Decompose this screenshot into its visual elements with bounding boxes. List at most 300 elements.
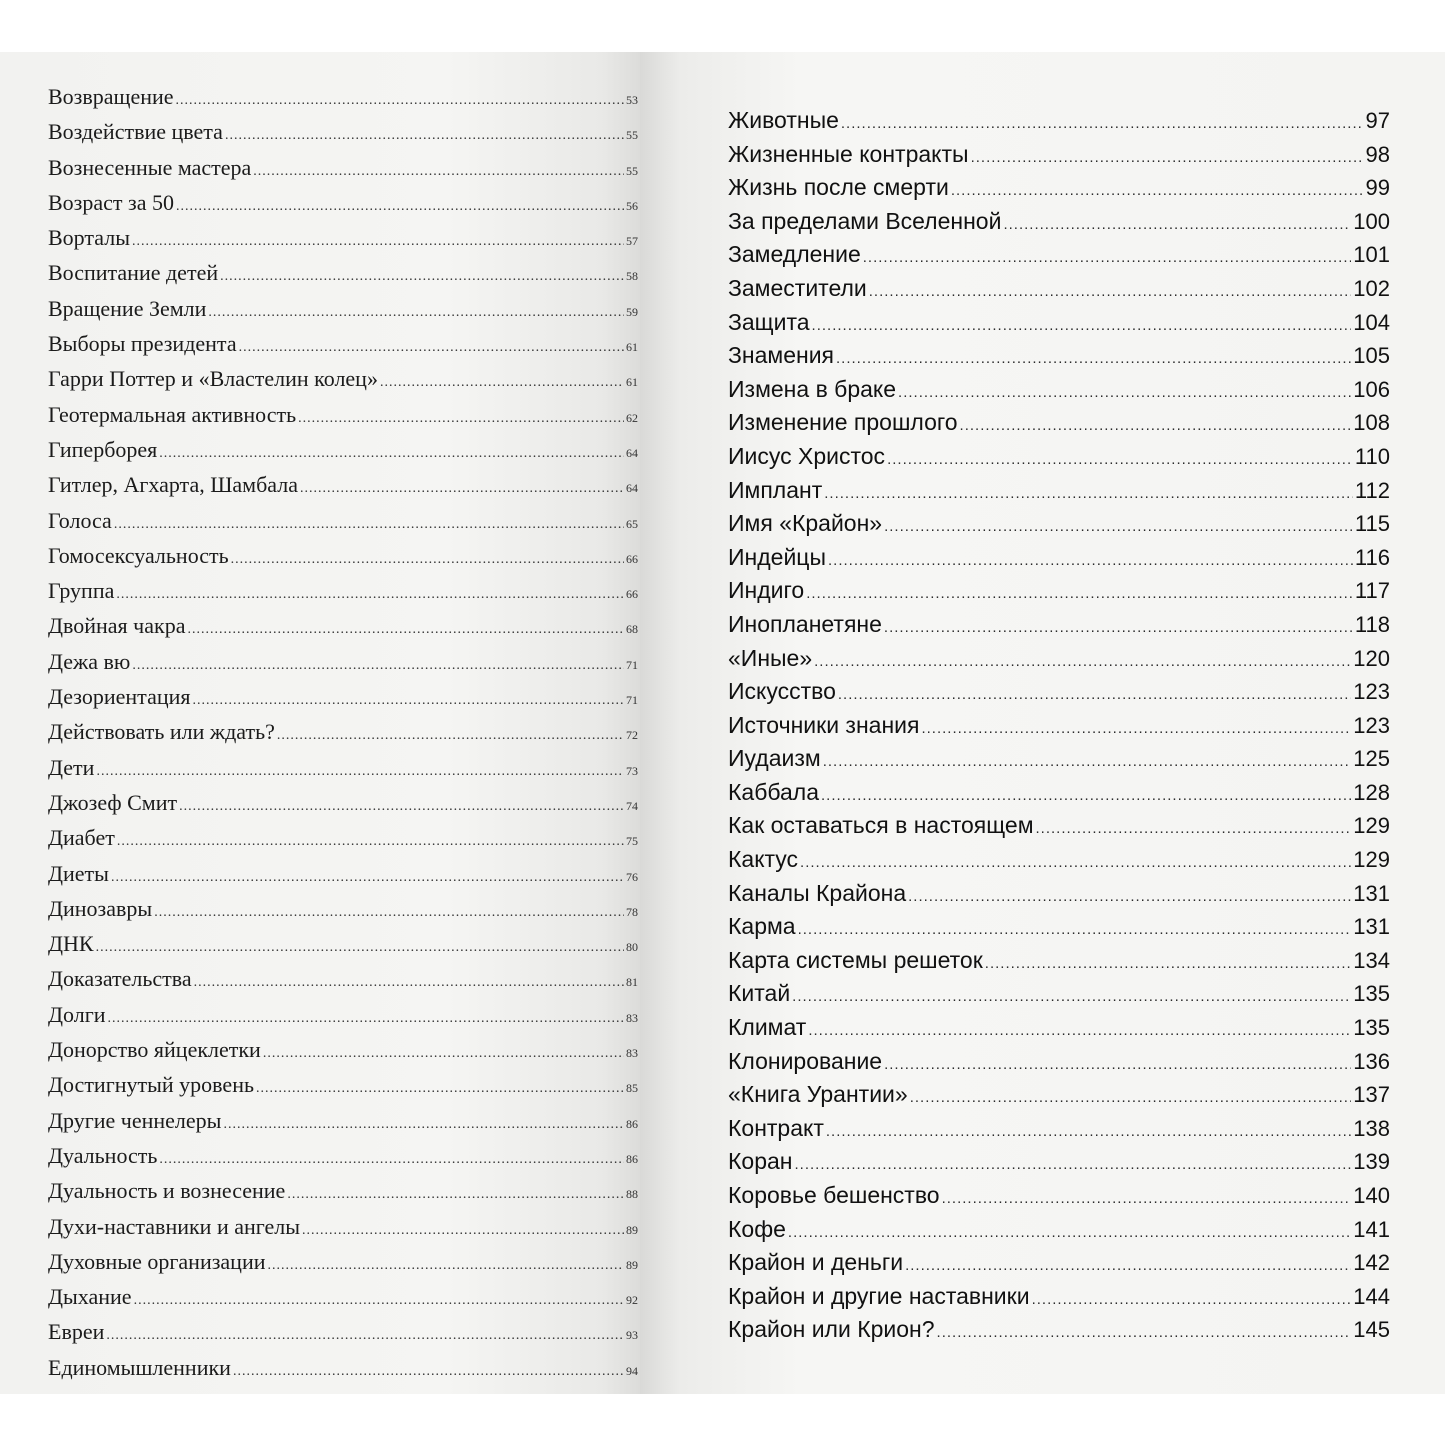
- toc-entry-title: Возвращение: [48, 84, 174, 109]
- toc-entry: [728, 406, 1390, 440]
- toc-entry-title: Изменение прошлого: [728, 409, 958, 436]
- toc-leader-dots: [114, 503, 624, 542]
- toc-entry: [728, 205, 1390, 239]
- toc-entry-title: Гиперборея: [48, 436, 158, 462]
- toc-leader-dots: [808, 1011, 1351, 1048]
- toc-entry-title: Индиго: [728, 577, 805, 604]
- toc-entry-page: 144: [1353, 1283, 1390, 1309]
- toc-entry: [48, 926, 638, 961]
- toc-entry: [728, 238, 1390, 272]
- toc-list-right: [728, 104, 1390, 1347]
- toc-entry-title: За пределами Вселенной: [728, 207, 1002, 234]
- toc-entry: [48, 891, 638, 926]
- toc-entry-page: 66: [626, 551, 638, 566]
- toc-entry-title: Каббала: [728, 778, 820, 805]
- toc-entry-page: 140: [1353, 1183, 1390, 1208]
- toc-entry: [728, 1246, 1390, 1280]
- toc-leader-dots: [187, 608, 624, 647]
- toc-entry-page: 104: [1353, 309, 1390, 335]
- toc-leader-dots: [239, 326, 624, 365]
- toc-entry-title: Группа: [48, 578, 115, 604]
- toc-entry: [728, 1011, 1390, 1045]
- toc-entry: [48, 997, 638, 1032]
- toc-entry: [728, 272, 1390, 306]
- toc-entry: [728, 306, 1390, 340]
- toc-entry-title: Другие ченнелеры: [48, 1107, 222, 1133]
- toc-entry: [48, 608, 638, 643]
- toc-leader-dots: [253, 150, 624, 189]
- toc-leader-dots: [884, 608, 1353, 645]
- toc-entry-title: Кактус: [728, 846, 799, 873]
- toc-entry-page: 134: [1353, 947, 1390, 973]
- toc-entry-title: Дезориентация: [48, 684, 191, 710]
- toc-entry-page: 66: [626, 587, 638, 602]
- toc-leader-dots: [380, 361, 624, 400]
- toc-entry-title: Действовать или ждать?: [48, 719, 275, 745]
- toc-entry-page: 115: [1354, 511, 1390, 537]
- toc-leader-dots: [788, 1213, 1351, 1250]
- toc-entry-title: «Иные»: [728, 644, 813, 671]
- toc-entry-page: 53: [626, 93, 638, 107]
- toc-entry: [728, 843, 1390, 877]
- toc-entry-page: 131: [1353, 880, 1390, 906]
- toc-entry: [728, 574, 1390, 608]
- toc-entry-page: 129: [1353, 813, 1390, 839]
- toc-entry-title: Источники знания: [728, 711, 920, 738]
- toc-leader-dots: [806, 574, 1353, 611]
- toc-entry-title: Дежа вю: [48, 648, 131, 674]
- toc-entry-page: 123: [1353, 712, 1390, 738]
- toc-entry-page: 141: [1353, 1216, 1390, 1242]
- toc-leader-dots: [96, 926, 624, 965]
- toc-entry-page: 131: [1353, 914, 1390, 940]
- toc-leader-dots: [208, 291, 624, 330]
- toc-entry: [48, 220, 638, 255]
- toc-leader-dots: [179, 785, 624, 824]
- toc-entry: [48, 361, 638, 396]
- toc-leader-dots: [277, 714, 624, 753]
- toc-entry-title: Голоса: [48, 507, 112, 533]
- toc-leader-dots: [792, 977, 1351, 1014]
- toc-entry-title: Китай: [728, 980, 791, 1007]
- toc-entry: [728, 977, 1390, 1011]
- toc-leader-dots: [193, 679, 625, 718]
- toc-entry: [48, 1032, 638, 1067]
- toc-entry-page: 92: [626, 1293, 638, 1308]
- toc-entry-title: Вознесенные мастера: [48, 154, 252, 180]
- toc-entry-title: Джозеф Смит: [48, 789, 178, 815]
- toc-entry-title: Знамения: [728, 342, 834, 369]
- toc-entry: [728, 138, 1390, 172]
- toc-entry-page: 112: [1354, 477, 1390, 503]
- toc-entry-page: 108: [1353, 410, 1390, 436]
- toc-entry-title: Как оставаться в настоящем: [728, 812, 1034, 839]
- toc-entry: [728, 373, 1390, 407]
- toc-entry: [728, 339, 1390, 373]
- toc-entry-page: 139: [1353, 1149, 1390, 1175]
- toc-entry: [728, 877, 1390, 911]
- toc-entry-title: Иудаизм: [728, 745, 821, 772]
- toc-entry-page: 59: [626, 304, 638, 319]
- toc-entry: [48, 1209, 638, 1244]
- toc-entry-title: Долги: [48, 1001, 106, 1027]
- toc-leader-dots: [159, 432, 624, 471]
- toc-entry-page: 61: [626, 375, 638, 390]
- toc-entry-page: 89: [626, 1222, 638, 1237]
- toc-entry-page: 86: [626, 1116, 638, 1131]
- toc-entry-page: 57: [626, 234, 638, 249]
- toc-entry-title: Защита: [728, 308, 810, 335]
- toc-entry-page: 136: [1353, 1048, 1390, 1074]
- toc-entry-title: Единомышленники: [48, 1354, 231, 1380]
- toc-entry-page: 118: [1354, 611, 1390, 637]
- toc-entry-page: 85: [626, 1081, 638, 1096]
- toc-entry: [48, 432, 638, 467]
- toc-entry: [728, 1145, 1390, 1179]
- toc-leader-dots: [824, 474, 1353, 511]
- toc-entry-title: Крайон или Крион?: [728, 1316, 935, 1343]
- toc-leader-dots: [898, 373, 1351, 410]
- toc-entry-title: Измена в браке: [728, 375, 897, 402]
- toc-entry-title: Жизненные контракты: [728, 140, 969, 167]
- toc-entry-page: 120: [1353, 645, 1390, 671]
- toc-leader-dots: [841, 104, 1364, 141]
- left-page: [0, 52, 640, 1394]
- toc-entry-page: 56: [626, 198, 638, 213]
- toc-leader-dots: [798, 910, 1352, 947]
- toc-entry: [728, 776, 1390, 810]
- toc-entry-title: Динозавры: [48, 895, 153, 921]
- book-spread: [0, 52, 1445, 1394]
- toc-entry: [48, 1244, 638, 1279]
- toc-entry-title: Животные: [728, 107, 839, 133]
- toc-entry-title: Диабет: [48, 825, 115, 851]
- toc-entry-title: «Книга Урантии»: [728, 1081, 908, 1108]
- toc-entry-page: 71: [626, 657, 638, 672]
- toc-entry-title: Коран: [728, 1148, 793, 1175]
- toc-leader-dots: [106, 1314, 624, 1353]
- toc-entry: [728, 1045, 1390, 1079]
- toc-leader-dots: [194, 961, 624, 1000]
- toc-leader-dots: [298, 397, 624, 436]
- toc-entry-page: 129: [1353, 847, 1390, 873]
- toc-entry-page: 74: [626, 798, 638, 813]
- toc-leader-dots: [836, 339, 1351, 376]
- toc-leader-dots: [116, 573, 624, 612]
- toc-entry: [48, 397, 638, 432]
- toc-entry: [728, 910, 1390, 944]
- toc-entry-title: Каналы Крайона: [728, 879, 907, 906]
- toc-entry: [728, 675, 1390, 709]
- toc-entry-page: 71: [626, 693, 638, 708]
- toc-leader-dots: [225, 114, 624, 153]
- toc-entry-page: 73: [626, 763, 638, 778]
- toc-entry: [728, 507, 1390, 541]
- toc-entry-title: Дыхание: [48, 1284, 132, 1310]
- toc-entry-title: Воспитание детей: [48, 260, 219, 286]
- toc-leader-dots: [159, 1138, 624, 1177]
- toc-entry-page: 110: [1354, 443, 1390, 469]
- toc-entry: [728, 1213, 1390, 1247]
- toc-entry-page: 97: [1365, 108, 1390, 133]
- toc-entry: [48, 79, 638, 114]
- toc-entry-title: Климат: [728, 1014, 807, 1041]
- toc-entry-title: Карта системы решеток: [728, 946, 983, 973]
- toc-entry-page: 62: [626, 410, 638, 425]
- toc-entry-page: 83: [626, 1010, 638, 1025]
- toc-entry-title: Имя «Крайон»: [728, 510, 883, 537]
- toc-entry-title: Контракт: [728, 1114, 824, 1141]
- toc-entry: [48, 503, 638, 538]
- toc-entry: [728, 1280, 1390, 1314]
- toc-leader-dots: [117, 820, 624, 859]
- toc-entry-page: 72: [626, 728, 638, 743]
- toc-entry-title: Дети: [48, 754, 95, 780]
- toc-entry-page: 135: [1353, 981, 1390, 1007]
- toc-leader-dots: [794, 1145, 1351, 1182]
- toc-leader-dots: [233, 1350, 624, 1389]
- toc-entry-page: 137: [1353, 1082, 1390, 1108]
- toc-leader-dots: [884, 507, 1353, 544]
- toc-entry: [48, 1173, 638, 1208]
- toc-entry-page: 94: [626, 1363, 638, 1378]
- toc-entry-title: Донорство яйцеклетки: [48, 1037, 261, 1063]
- toc-entry: [728, 104, 1390, 138]
- toc-entry-page: 105: [1353, 343, 1390, 369]
- toc-entry: [728, 642, 1390, 676]
- toc-entry-page: 123: [1353, 679, 1390, 705]
- toc-leader-dots: [287, 1173, 624, 1212]
- toc-leader-dots: [838, 675, 1351, 712]
- toc-entry: [728, 608, 1390, 642]
- toc-entry-title: Гомосексуальность: [48, 542, 229, 568]
- toc-entry: [48, 714, 638, 749]
- toc-entry: [48, 856, 638, 891]
- toc-leader-dots: [828, 541, 1353, 578]
- toc-leader-dots: [96, 750, 624, 789]
- toc-entry-page: 65: [626, 516, 638, 531]
- toc-leader-dots: [869, 272, 1352, 309]
- toc-entry-title: Выборы президента: [48, 331, 237, 357]
- toc-entry: [728, 1313, 1390, 1347]
- toc-entry-title: Достигнутый уровень: [48, 1072, 255, 1098]
- toc-entry: [728, 474, 1390, 508]
- toc-entry-title: Карма: [728, 913, 796, 940]
- toc-entry-page: 58: [626, 269, 638, 284]
- toc-entry-page: 55: [626, 163, 638, 178]
- toc-entry-page: 125: [1353, 746, 1390, 772]
- toc-entry-page: 81: [626, 975, 638, 990]
- toc-entry: [728, 1112, 1390, 1146]
- toc-leader-dots: [176, 79, 624, 118]
- toc-leader-dots: [220, 255, 624, 294]
- toc-entry: [48, 291, 638, 326]
- toc-entry: [728, 1179, 1390, 1213]
- toc-entry-title: Гитлер, Агхарта, Шамбала: [48, 472, 298, 498]
- toc-leader-dots: [132, 220, 624, 259]
- toc-entry: [48, 644, 638, 679]
- toc-entry-title: Кофе: [728, 1215, 786, 1242]
- toc-entry: [48, 326, 638, 361]
- toc-entry-page: 88: [626, 1187, 638, 1202]
- toc-entry-title: Воздействие цвета: [48, 119, 223, 145]
- toc-entry-title: Крайон и другие наставники: [728, 1282, 1030, 1309]
- toc-entry-page: 93: [626, 1328, 638, 1343]
- toc-leader-dots: [884, 1045, 1351, 1082]
- toc-entry: [48, 750, 638, 785]
- toc-leader-dots: [176, 185, 624, 224]
- toc-entry-page: 76: [626, 869, 638, 884]
- toc-entry-title: Ворталы: [48, 225, 130, 251]
- toc-entry-page: 117: [1354, 578, 1390, 604]
- toc-entry-page: 138: [1353, 1115, 1390, 1141]
- toc-entry-page: 68: [626, 622, 638, 637]
- toc-entry-page: 80: [626, 940, 638, 955]
- toc-entry-page: 89: [626, 1257, 638, 1272]
- toc-entry: [728, 742, 1390, 776]
- toc-entry: [728, 1078, 1390, 1112]
- toc-entry-page: 106: [1353, 376, 1390, 402]
- toc-entry-title: Клонирование: [728, 1047, 883, 1074]
- toc-entry: [48, 1103, 638, 1138]
- toc-entry-page: 145: [1353, 1317, 1390, 1343]
- toc-leader-dots: [887, 440, 1353, 477]
- toc-entry-title: Индейцы: [728, 543, 826, 570]
- toc-leader-dots: [960, 406, 1352, 443]
- toc-entry-title: Инопланетяне: [728, 610, 882, 637]
- toc-entry-title: Дуальность: [48, 1142, 158, 1168]
- toc-list-left: [48, 79, 638, 1385]
- toc-entry-page: 55: [626, 128, 638, 143]
- toc-entry-title: Доказательства: [48, 966, 192, 992]
- toc-leader-dots: [1036, 809, 1352, 846]
- toc-leader-dots: [905, 1246, 1351, 1283]
- toc-leader-dots: [300, 467, 624, 506]
- toc-entry: [48, 1279, 638, 1314]
- toc-leader-dots: [132, 644, 624, 683]
- toc-leader-dots: [812, 306, 1352, 343]
- toc-entry-page: 142: [1353, 1250, 1390, 1276]
- toc-entry-title: Возраст за 50: [48, 189, 174, 215]
- toc-entry: [48, 538, 638, 573]
- toc-entry-page: 64: [626, 445, 638, 460]
- toc-entry-page: 61: [626, 340, 638, 355]
- toc-entry-title: Евреи: [48, 1319, 105, 1345]
- toc-entry-page: 64: [626, 481, 638, 496]
- toc-leader-dots: [263, 1032, 624, 1071]
- toc-entry-page: 135: [1353, 1015, 1390, 1041]
- right-page: [640, 52, 1445, 1394]
- toc-entry-page: 78: [626, 904, 638, 919]
- toc-entry-title: Двойная чакра: [48, 613, 186, 639]
- toc-entry: [728, 709, 1390, 743]
- toc-entry-page: 100: [1353, 208, 1390, 234]
- toc-entry-title: Вращение Земли: [48, 295, 207, 321]
- toc-leader-dots: [1032, 1280, 1352, 1317]
- toc-leader-dots: [823, 742, 1352, 779]
- toc-entry-title: Искусство: [728, 678, 836, 705]
- toc-entry: [48, 1314, 638, 1349]
- toc-entry-page: 116: [1354, 544, 1390, 570]
- toc-entry: [48, 1350, 638, 1385]
- toc-entry: [48, 1138, 638, 1173]
- toc-leader-dots: [826, 1112, 1351, 1149]
- toc-entry: [48, 1067, 638, 1102]
- toc-leader-dots: [256, 1067, 624, 1106]
- toc-entry-page: 86: [626, 1151, 638, 1166]
- toc-entry-title: Крайон и деньги: [728, 1249, 904, 1276]
- toc-leader-dots: [223, 1103, 624, 1142]
- toc-leader-dots: [951, 171, 1364, 208]
- toc-entry-title: Коровье бешенство: [728, 1182, 940, 1208]
- toc-entry-title: Имплант: [728, 476, 823, 503]
- toc-leader-dots: [302, 1209, 624, 1248]
- toc-entry-page: 101: [1353, 242, 1390, 268]
- toc-entry: [48, 573, 638, 608]
- toc-entry: [48, 679, 638, 714]
- toc-leader-dots: [910, 1078, 1352, 1115]
- toc-leader-dots: [800, 843, 1351, 880]
- toc-entry: [48, 820, 638, 855]
- toc-leader-dots: [971, 138, 1364, 175]
- toc-entry-title: Духи-наставники и ангелы: [48, 1213, 301, 1239]
- toc-entry-title: Иисус Христос: [728, 442, 886, 469]
- toc-entry: [728, 809, 1390, 843]
- toc-leader-dots: [111, 856, 624, 895]
- toc-entry-page: 75: [626, 834, 638, 849]
- toc-entry-page: 128: [1353, 779, 1390, 805]
- toc-entry-title: Заместители: [728, 274, 867, 301]
- toc-entry: [48, 467, 638, 502]
- toc-entry-page: 102: [1353, 275, 1390, 301]
- toc-entry-title: Геотермальная активность: [48, 401, 297, 427]
- toc-leader-dots: [108, 997, 625, 1036]
- toc-leader-dots: [231, 538, 624, 577]
- toc-leader-dots: [985, 944, 1352, 981]
- toc-entry-title: Замедление: [728, 241, 861, 268]
- toc-entry: [48, 150, 638, 185]
- toc-entry: [728, 541, 1390, 575]
- toc-leader-dots: [1003, 205, 1351, 242]
- toc-leader-dots: [821, 776, 1351, 813]
- toc-leader-dots: [134, 1279, 624, 1318]
- toc-entry-title: ДНК: [48, 931, 94, 957]
- toc-leader-dots: [814, 642, 1351, 679]
- toc-leader-dots: [908, 877, 1351, 914]
- toc-entry: [48, 185, 638, 220]
- toc-entry: [48, 114, 638, 149]
- toc-entry-title: Духовные организации: [48, 1248, 266, 1274]
- toc-entry: [728, 171, 1390, 205]
- toc-leader-dots: [154, 891, 624, 930]
- toc-entry-page: 98: [1365, 141, 1390, 167]
- toc-leader-dots: [863, 238, 1352, 275]
- toc-leader-dots: [268, 1244, 625, 1283]
- toc-leader-dots: [942, 1179, 1352, 1216]
- toc-leader-dots: [921, 709, 1351, 746]
- toc-leader-dots: [937, 1313, 1352, 1350]
- toc-entry-page: 99: [1365, 175, 1390, 201]
- toc-entry-title: Дуальность и вознесение: [48, 1178, 286, 1204]
- toc-entry-title: Гарри Поттер и «Властелин колец»: [48, 366, 378, 392]
- toc-entry: [728, 944, 1390, 978]
- toc-entry: [48, 255, 638, 290]
- toc-entry-title: Жизнь после смерти: [728, 174, 949, 201]
- toc-entry: [728, 440, 1390, 474]
- toc-entry-title: Диеты: [48, 860, 109, 886]
- toc-entry-page: 83: [626, 1046, 638, 1061]
- toc-entry: [48, 961, 638, 996]
